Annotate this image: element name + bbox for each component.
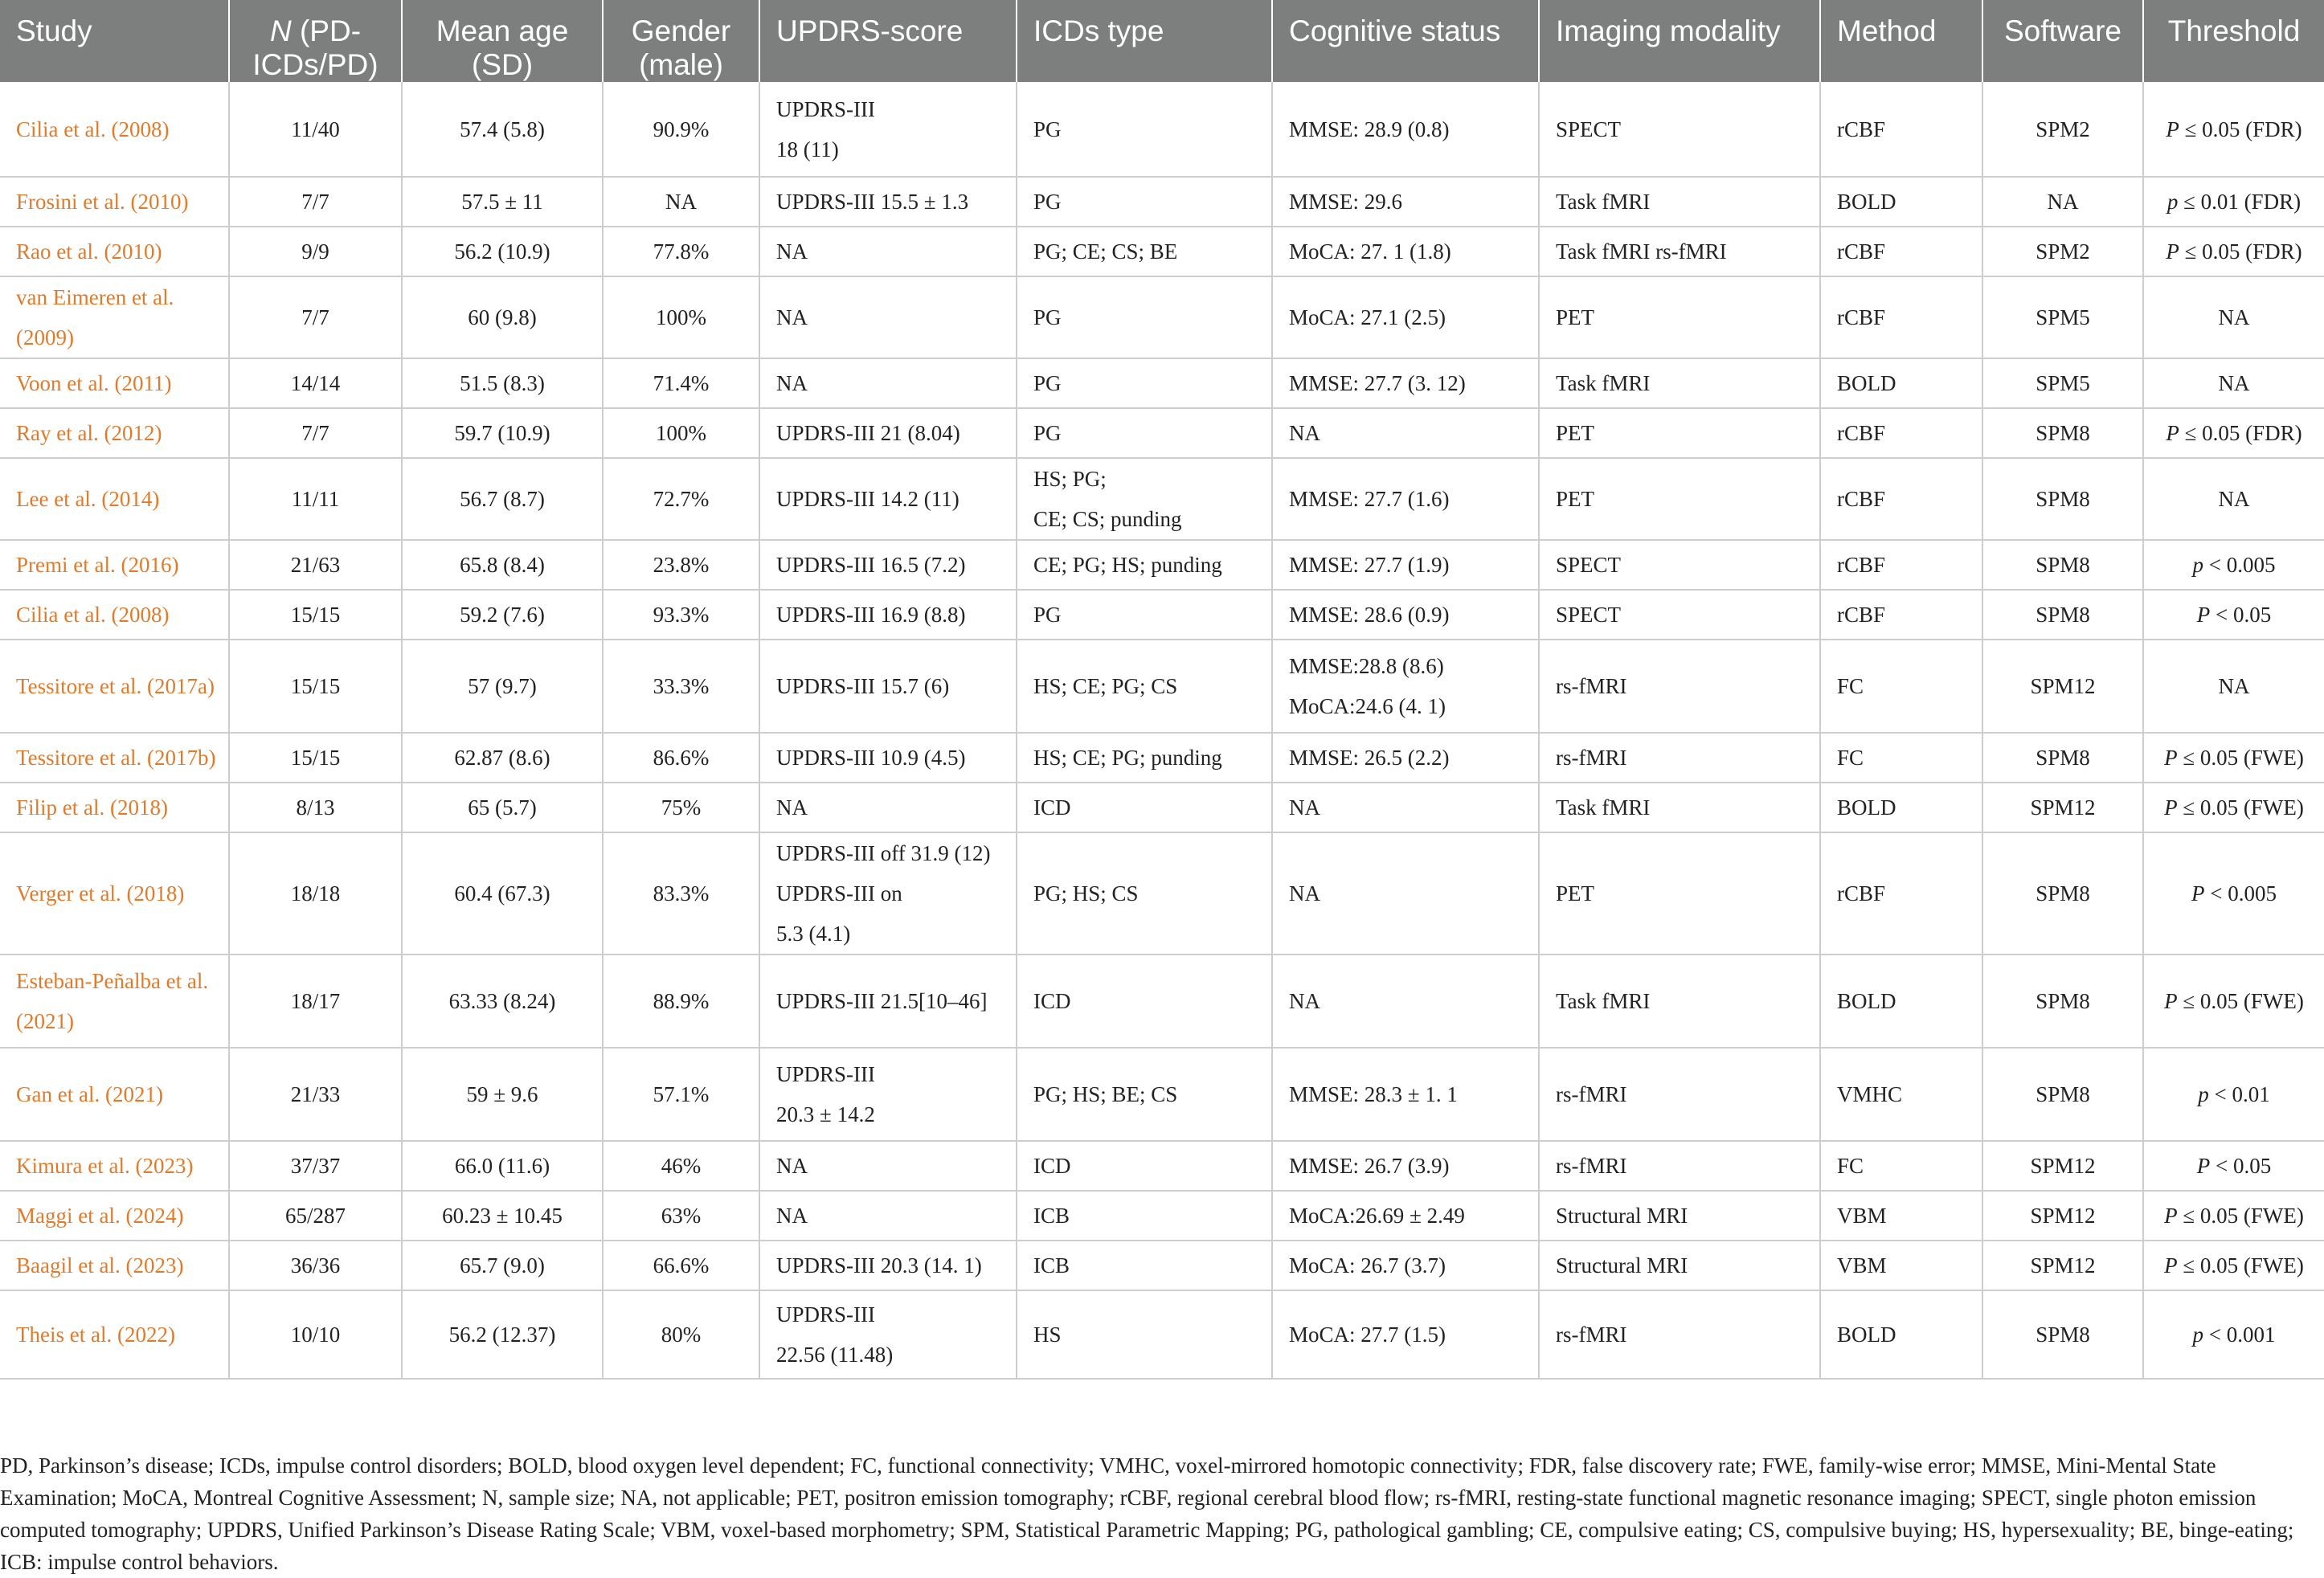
cell-gender-male: 86.6%	[603, 733, 759, 783]
cell-icds-type: ICB	[1017, 1191, 1272, 1241]
cell-software: SPM8	[1982, 1290, 2143, 1379]
cell-updrs-score: UPDRS-III 15.5 ± 1.3	[759, 177, 1017, 227]
stat-symbol: P	[2164, 795, 2178, 820]
cell-method: rCBF	[1820, 832, 1982, 955]
cell-sample-size: 21/63	[229, 540, 402, 590]
cell-sample-size: 14/14	[229, 358, 402, 408]
cell-updrs-score: UPDRS-III 14.2 (11)	[759, 458, 1017, 540]
header-cognitive: Cognitive status	[1272, 0, 1539, 82]
cell-gender-male: 75%	[603, 783, 759, 832]
cell-mean-age: 62.87 (8.6)	[402, 733, 603, 783]
cell-study-link[interactable]: Verger et al. (2018)	[0, 832, 229, 955]
cell-sample-size: 8/13	[229, 783, 402, 832]
stat-symbol: P	[2164, 989, 2178, 1013]
cell-imaging-modality: Structural MRI	[1539, 1191, 1820, 1241]
cell-gender-male: 93.3%	[603, 590, 759, 640]
header-n	[229, 0, 402, 82]
cell-mean-age: 59.2 (7.6)	[402, 590, 603, 640]
cell-gender-male: 88.9%	[603, 955, 759, 1048]
cell-software: SPM12	[1982, 1191, 2143, 1241]
cell-updrs-score: UPDRS-III 21.5[10–46]	[759, 955, 1017, 1048]
cell-gender-male: 100%	[603, 276, 759, 358]
cell-threshold: p < 0.005	[2143, 540, 2324, 590]
cell-gender-male: 46%	[603, 1141, 759, 1191]
cell-icds-type: PG; HS; BE; CS	[1017, 1048, 1272, 1141]
table-row	[0, 408, 2324, 458]
table-row	[0, 1141, 2324, 1191]
cell-gender-male: 77.8%	[603, 227, 759, 276]
cell-mean-age: 51.5 (8.3)	[402, 358, 603, 408]
cell-sample-size: 36/36	[229, 1241, 402, 1290]
cell-gender-male: 83.3%	[603, 832, 759, 955]
cell-icds-type: PG	[1017, 590, 1272, 640]
cell-cognitive-status: MoCA: 26.7 (3.7)	[1272, 1241, 1539, 1290]
cell-cognitive-status: MMSE: 29.6	[1272, 177, 1539, 227]
cell-gender-male: 57.1%	[603, 1048, 759, 1141]
cell-threshold: P ≤ 0.05 (FDR)	[2143, 408, 2324, 458]
cell-imaging-modality: Task fMRI	[1539, 177, 1820, 227]
cell-study-link[interactable]: Maggi et al. (2024)	[0, 1191, 229, 1241]
cell-gender-male: 71.4%	[603, 358, 759, 408]
cell-sample-size: 37/37	[229, 1141, 402, 1191]
table-row	[0, 82, 2324, 177]
stat-symbol: P	[2164, 746, 2178, 770]
cell-imaging-modality: PET	[1539, 458, 1820, 540]
header-threshold: Threshold	[2143, 0, 2324, 82]
header-updrs: UPDRS-score	[759, 0, 1017, 82]
table-body	[0, 82, 2324, 1379]
cell-software: SPM8	[1982, 955, 2143, 1048]
cell-study-link[interactable]: Tessitore et al. (2017b)	[0, 733, 229, 783]
cell-icds-type: HS; CE; PG; punding	[1017, 733, 1272, 783]
cell-updrs-score: UPDRS-III 21 (8.04)	[759, 408, 1017, 458]
cell-icds-type: ICD	[1017, 1141, 1272, 1191]
cell-cognitive-status: NA	[1272, 832, 1539, 955]
cell-sample-size: 10/10	[229, 1290, 402, 1379]
cell-icds-type: PG	[1017, 358, 1272, 408]
cell-method: BOLD	[1820, 783, 1982, 832]
cell-icds-type: HS; PG; CE; CS; punding	[1017, 458, 1272, 540]
table-row	[0, 358, 2324, 408]
cell-updrs-score: NA	[759, 1191, 1017, 1241]
cell-cognitive-status: MoCA: 27.1 (2.5)	[1272, 276, 1539, 358]
cell-study-link[interactable]: van Eimeren et al. (2009)	[0, 276, 229, 358]
table-row	[0, 832, 2324, 955]
cell-study-link[interactable]: Filip et al. (2018)	[0, 783, 229, 832]
cell-software: SPM8	[1982, 1048, 2143, 1141]
cell-method: rCBF	[1820, 590, 1982, 640]
cell-study-link[interactable]: Gan et al. (2021)	[0, 1048, 229, 1141]
cell-method: BOLD	[1820, 177, 1982, 227]
cell-study-link[interactable]: Tessitore et al. (2017a)	[0, 640, 229, 733]
cell-method: rCBF	[1820, 227, 1982, 276]
cell-icds-type: PG; HS; CS	[1017, 832, 1272, 955]
cell-mean-age: 56.7 (8.7)	[402, 458, 603, 540]
cell-gender-male: 80%	[603, 1290, 759, 1379]
cell-threshold: P < 0.05	[2143, 1141, 2324, 1191]
cell-software: SPM12	[1982, 1241, 2143, 1290]
cell-mean-age: 59 ± 9.6	[402, 1048, 603, 1141]
cell-icds-type: HS	[1017, 1290, 1272, 1379]
cell-gender-male: 90.9%	[603, 82, 759, 177]
cell-threshold: NA	[2143, 458, 2324, 540]
cell-sample-size: 15/15	[229, 640, 402, 733]
cell-threshold: P ≤ 0.05 (FWE)	[2143, 955, 2324, 1048]
cell-threshold: P < 0.05	[2143, 590, 2324, 640]
table-row	[0, 1191, 2324, 1241]
stat-symbol: P	[2164, 1253, 2178, 1278]
cell-sample-size: 65/287	[229, 1191, 402, 1241]
cell-software: SPM12	[1982, 1141, 2143, 1191]
cell-mean-age: 60.4 (67.3)	[402, 832, 603, 955]
header-n-italic: N	[269, 14, 292, 47]
cell-method: rCBF	[1820, 458, 1982, 540]
cell-cognitive-status: MoCA:26.69 ± 2.49	[1272, 1191, 1539, 1241]
cell-study-link[interactable]: Esteban-Peñalba et al. (2021)	[0, 955, 229, 1048]
cell-imaging-modality: Task fMRI	[1539, 783, 1820, 832]
cell-updrs-score: UPDRS-III 15.7 (6)	[759, 640, 1017, 733]
header-row	[0, 0, 2324, 82]
cell-updrs-score: UPDRS-III 20.3 ± 14.2	[759, 1048, 1017, 1141]
header-n-rest: (PD-ICDs/PD)	[252, 14, 378, 81]
cell-method: BOLD	[1820, 955, 1982, 1048]
cell-gender-male: NA	[603, 177, 759, 227]
cell-icds-type: CE; PG; HS; punding	[1017, 540, 1272, 590]
cell-threshold: P ≤ 0.05 (FWE)	[2143, 1241, 2324, 1290]
cell-software: SPM8	[1982, 540, 2143, 590]
footnote: PD, Parkinson’s disease; ICDs, impulse control disorders; BOLD, blood oxygen level dependent; FC, functional connectivity; VMHC, voxel-mirrored homotopic connectivity; FDR, false discovery rate; FWE, family-wise error; MMSE, Mini-Mental State Examination; MoCA, Montreal Cognitive Assessment; N, sample size; NA, not applicable; PET, positron emission tomography; rCBF, regional cerebral blood flow; rs-fMRI, resting-state functional magnetic resonance imaging; SPECT, single photon emission computed tomography; UPDRS, Unified Parkinson’s Disease Rating Scale; VBM, voxel-based morphometry; SPM, Statistical Parametric Mapping; PG, pathological gambling; CE, compulsive eating; CS, compulsive buying; HS, hypersexuality; BE, binge-eating; ICB: impulse control behaviors.	[0, 1453, 2294, 1574]
table-row	[0, 458, 2324, 540]
cell-threshold: p ≤ 0.01 (FDR)	[2143, 177, 2324, 227]
stat-symbol: P	[2196, 603, 2211, 627]
cell-sample-size: 9/9	[229, 227, 402, 276]
table-row	[0, 640, 2324, 733]
cell-study-link[interactable]: Voon et al. (2011)	[0, 358, 229, 408]
cell-threshold: P ≤ 0.05 (FWE)	[2143, 783, 2324, 832]
cell-imaging-modality: Structural MRI	[1539, 1241, 1820, 1290]
cell-imaging-modality: Task fMRI	[1539, 358, 1820, 408]
cell-cognitive-status: MMSE: 26.7 (3.9)	[1272, 1141, 1539, 1191]
cell-method: VMHC	[1820, 1048, 1982, 1141]
cell-software: SPM8	[1982, 733, 2143, 783]
cell-updrs-score: NA	[759, 276, 1017, 358]
cell-software: SPM8	[1982, 832, 2143, 955]
cell-mean-age: 60.23 ± 10.45	[402, 1191, 603, 1241]
cell-software: SPM12	[1982, 640, 2143, 733]
header-software: Software	[1982, 0, 2143, 82]
cell-method: BOLD	[1820, 358, 1982, 408]
cell-method: rCBF	[1820, 540, 1982, 590]
header-icds-type: ICDs type	[1017, 0, 1272, 82]
stat-symbol: P	[2166, 239, 2179, 264]
cell-sample-size: 7/7	[229, 408, 402, 458]
cell-threshold: P ≤ 0.05 (FWE)	[2143, 733, 2324, 783]
cell-method: rCBF	[1820, 408, 1982, 458]
cell-cognitive-status: MMSE: 27.7 (1.6)	[1272, 458, 1539, 540]
cell-threshold: P ≤ 0.05 (FDR)	[2143, 82, 2324, 177]
cell-software: SPM5	[1982, 276, 2143, 358]
cell-threshold: P ≤ 0.05 (FWE)	[2143, 1191, 2324, 1241]
cell-study-link[interactable]: Lee et al. (2014)	[0, 458, 229, 540]
header-imaging: Imaging modality	[1539, 0, 1820, 82]
table-row	[0, 783, 2324, 832]
table-row	[0, 1241, 2324, 1290]
cell-sample-size: 15/15	[229, 590, 402, 640]
cell-mean-age: 57.5 ± 11	[402, 177, 603, 227]
cell-mean-age: 63.33 (8.24)	[402, 955, 603, 1048]
cell-imaging-modality: SPECT	[1539, 590, 1820, 640]
table-row	[0, 276, 2324, 358]
table-row	[0, 955, 2324, 1048]
cell-mean-age: 59.7 (10.9)	[402, 408, 603, 458]
cell-gender-male: 23.8%	[603, 540, 759, 590]
cell-cognitive-status: MMSE: 28.9 (0.8)	[1272, 82, 1539, 177]
stat-symbol: p	[2198, 1082, 2209, 1106]
stat-symbol: P	[2166, 421, 2179, 445]
cell-gender-male: 66.6%	[603, 1241, 759, 1290]
cell-threshold: NA	[2143, 640, 2324, 733]
cell-mean-age: 57.4 (5.8)	[402, 82, 603, 177]
cell-cognitive-status: NA	[1272, 783, 1539, 832]
cell-threshold: p < 0.01	[2143, 1048, 2324, 1141]
cell-threshold: P < 0.005	[2143, 832, 2324, 955]
cell-threshold: NA	[2143, 358, 2324, 408]
cell-updrs-score: NA	[759, 783, 1017, 832]
header-study: Study	[0, 0, 229, 82]
cell-sample-size: 18/18	[229, 832, 402, 955]
cell-icds-type: ICD	[1017, 783, 1272, 832]
cell-software: SPM2	[1982, 82, 2143, 177]
cell-cognitive-status: NA	[1272, 408, 1539, 458]
cell-threshold: NA	[2143, 276, 2324, 358]
cell-cognitive-status: MMSE: 28.6 (0.9)	[1272, 590, 1539, 640]
cell-cognitive-status: MoCA: 27. 1 (1.8)	[1272, 227, 1539, 276]
cell-sample-size: 15/15	[229, 733, 402, 783]
cell-cognitive-status: MoCA: 27.7 (1.5)	[1272, 1290, 1539, 1379]
cell-mean-age: 65 (5.7)	[402, 783, 603, 832]
cell-imaging-modality: Task fMRI rs-fMRI	[1539, 227, 1820, 276]
table-row	[0, 1048, 2324, 1141]
cell-imaging-modality: PET	[1539, 276, 1820, 358]
cell-imaging-modality: rs-fMRI	[1539, 640, 1820, 733]
cell-updrs-score: UPDRS-III 10.9 (4.5)	[759, 733, 1017, 783]
cell-cognitive-status: MMSE: 26.5 (2.2)	[1272, 733, 1539, 783]
stat-symbol: P	[2164, 1204, 2178, 1228]
table-row	[0, 177, 2324, 227]
cell-study-link[interactable]: Premi et al. (2016)	[0, 540, 229, 590]
cell-threshold: P ≤ 0.05 (FDR)	[2143, 227, 2324, 276]
cell-study-link[interactable]: Frosini et al. (2010)	[0, 177, 229, 227]
stat-symbol: p	[2166, 190, 2179, 214]
cell-cognitive-status: MMSE: 27.7 (1.9)	[1272, 540, 1539, 590]
cell-imaging-modality: Task fMRI	[1539, 955, 1820, 1048]
stat-symbol: P	[2166, 117, 2179, 141]
cell-updrs-score: UPDRS-III 18 (11)	[759, 82, 1017, 177]
cell-icds-type: PG	[1017, 82, 1272, 177]
table-row	[0, 540, 2324, 590]
table-row	[0, 1290, 2324, 1379]
cell-gender-male: 33.3%	[603, 640, 759, 733]
cell-icds-type: PG	[1017, 276, 1272, 358]
cell-mean-age: 60 (9.8)	[402, 276, 603, 358]
cell-study-link[interactable]: Kimura et al. (2023)	[0, 1141, 229, 1191]
stat-symbol: p	[2192, 553, 2203, 577]
header-mean-age: Mean age (SD)	[402, 0, 603, 82]
cell-software: SPM2	[1982, 227, 2143, 276]
cell-sample-size: 18/17	[229, 955, 402, 1048]
cell-icds-type: PG	[1017, 408, 1272, 458]
cell-software: SPM12	[1982, 783, 2143, 832]
cell-sample-size: 7/7	[229, 177, 402, 227]
cell-cognitive-status: MMSE: 27.7 (3. 12)	[1272, 358, 1539, 408]
cell-imaging-modality: rs-fMRI	[1539, 1290, 1820, 1379]
cell-method: FC	[1820, 1141, 1982, 1191]
cell-mean-age: 56.2 (10.9)	[402, 227, 603, 276]
cell-updrs-score: NA	[759, 358, 1017, 408]
cell-updrs-score: UPDRS-III 16.5 (7.2)	[759, 540, 1017, 590]
cell-method: BOLD	[1820, 1290, 1982, 1379]
cell-sample-size: 11/40	[229, 82, 402, 177]
cell-gender-male: 72.7%	[603, 458, 759, 540]
cell-updrs-score: UPDRS-III 20.3 (14. 1)	[759, 1241, 1017, 1290]
cell-method: rCBF	[1820, 82, 1982, 177]
cell-icds-type: PG; CE; CS; BE	[1017, 227, 1272, 276]
cell-method: FC	[1820, 640, 1982, 733]
cell-mean-age: 66.0 (11.6)	[402, 1141, 603, 1191]
cell-software: SPM8	[1982, 408, 2143, 458]
cell-icds-type: PG	[1017, 177, 1272, 227]
cell-mean-age: 65.8 (8.4)	[402, 540, 603, 590]
cell-study-link[interactable]: Baagil et al. (2023)	[0, 1241, 229, 1290]
cell-icds-type: HS; CE; PG; CS	[1017, 640, 1272, 733]
cell-method: VBM	[1820, 1191, 1982, 1241]
stat-symbol: p	[2192, 1322, 2203, 1347]
cell-cognitive-status: MMSE: 28.3 ± 1. 1	[1272, 1048, 1539, 1141]
cell-cognitive-status: MMSE:28.8 (8.6) MoCA:24.6 (4. 1)	[1272, 640, 1539, 733]
header-method: Method	[1820, 0, 1982, 82]
cell-imaging-modality: rs-fMRI	[1539, 1048, 1820, 1141]
cell-updrs-score: NA	[759, 227, 1017, 276]
cell-mean-age: 56.2 (12.37)	[402, 1290, 603, 1379]
cell-imaging-modality: PET	[1539, 408, 1820, 458]
cell-mean-age: 65.7 (9.0)	[402, 1241, 603, 1290]
table-row	[0, 227, 2324, 276]
cell-study-link[interactable]: Rao et al. (2010)	[0, 227, 229, 276]
cell-imaging-modality: SPECT	[1539, 82, 1820, 177]
table-row	[0, 590, 2324, 640]
cell-icds-type: ICD	[1017, 955, 1272, 1048]
cell-gender-male: 100%	[603, 408, 759, 458]
header-gender: Gender (male)	[603, 0, 759, 82]
cell-software: NA	[1982, 177, 2143, 227]
cell-imaging-modality: PET	[1539, 832, 1820, 955]
stat-symbol: P	[2196, 1154, 2211, 1178]
cell-imaging-modality: rs-fMRI	[1539, 733, 1820, 783]
cell-icds-type: ICB	[1017, 1241, 1272, 1290]
cell-threshold: p < 0.001	[2143, 1290, 2324, 1379]
cell-software: SPM8	[1982, 590, 2143, 640]
table-row	[0, 733, 2324, 783]
cell-updrs-score: UPDRS-III 22.56 (11.48)	[759, 1290, 1017, 1379]
cell-sample-size: 21/33	[229, 1048, 402, 1141]
cell-software: SPM8	[1982, 458, 2143, 540]
cell-method: FC	[1820, 733, 1982, 783]
cell-gender-male: 63%	[603, 1191, 759, 1241]
cell-mean-age: 57 (9.7)	[402, 640, 603, 733]
cell-software: SPM5	[1982, 358, 2143, 408]
cell-updrs-score: UPDRS-III 16.9 (8.8)	[759, 590, 1017, 640]
cell-imaging-modality: SPECT	[1539, 540, 1820, 590]
cell-study-link[interactable]: Ray et al. (2012)	[0, 408, 229, 458]
cell-sample-size: 7/7	[229, 276, 402, 358]
stat-symbol: P	[2191, 881, 2205, 906]
cell-updrs-score: NA	[759, 1141, 1017, 1191]
cell-imaging-modality: rs-fMRI	[1539, 1141, 1820, 1191]
cell-sample-size: 11/11	[229, 458, 402, 540]
cell-study-link[interactable]: Theis et al. (2022)	[0, 1290, 229, 1379]
cell-study-link[interactable]: Cilia et al. (2008)	[0, 82, 229, 177]
cell-updrs-score: UPDRS-III off 31.9 (12) UPDRS-III on 5.3 (4.1)	[759, 832, 1017, 955]
cell-method: VBM	[1820, 1241, 1982, 1290]
cell-cognitive-status: NA	[1272, 955, 1539, 1048]
cell-study-link[interactable]: Cilia et al. (2008)	[0, 590, 229, 640]
cell-method: rCBF	[1820, 276, 1982, 358]
